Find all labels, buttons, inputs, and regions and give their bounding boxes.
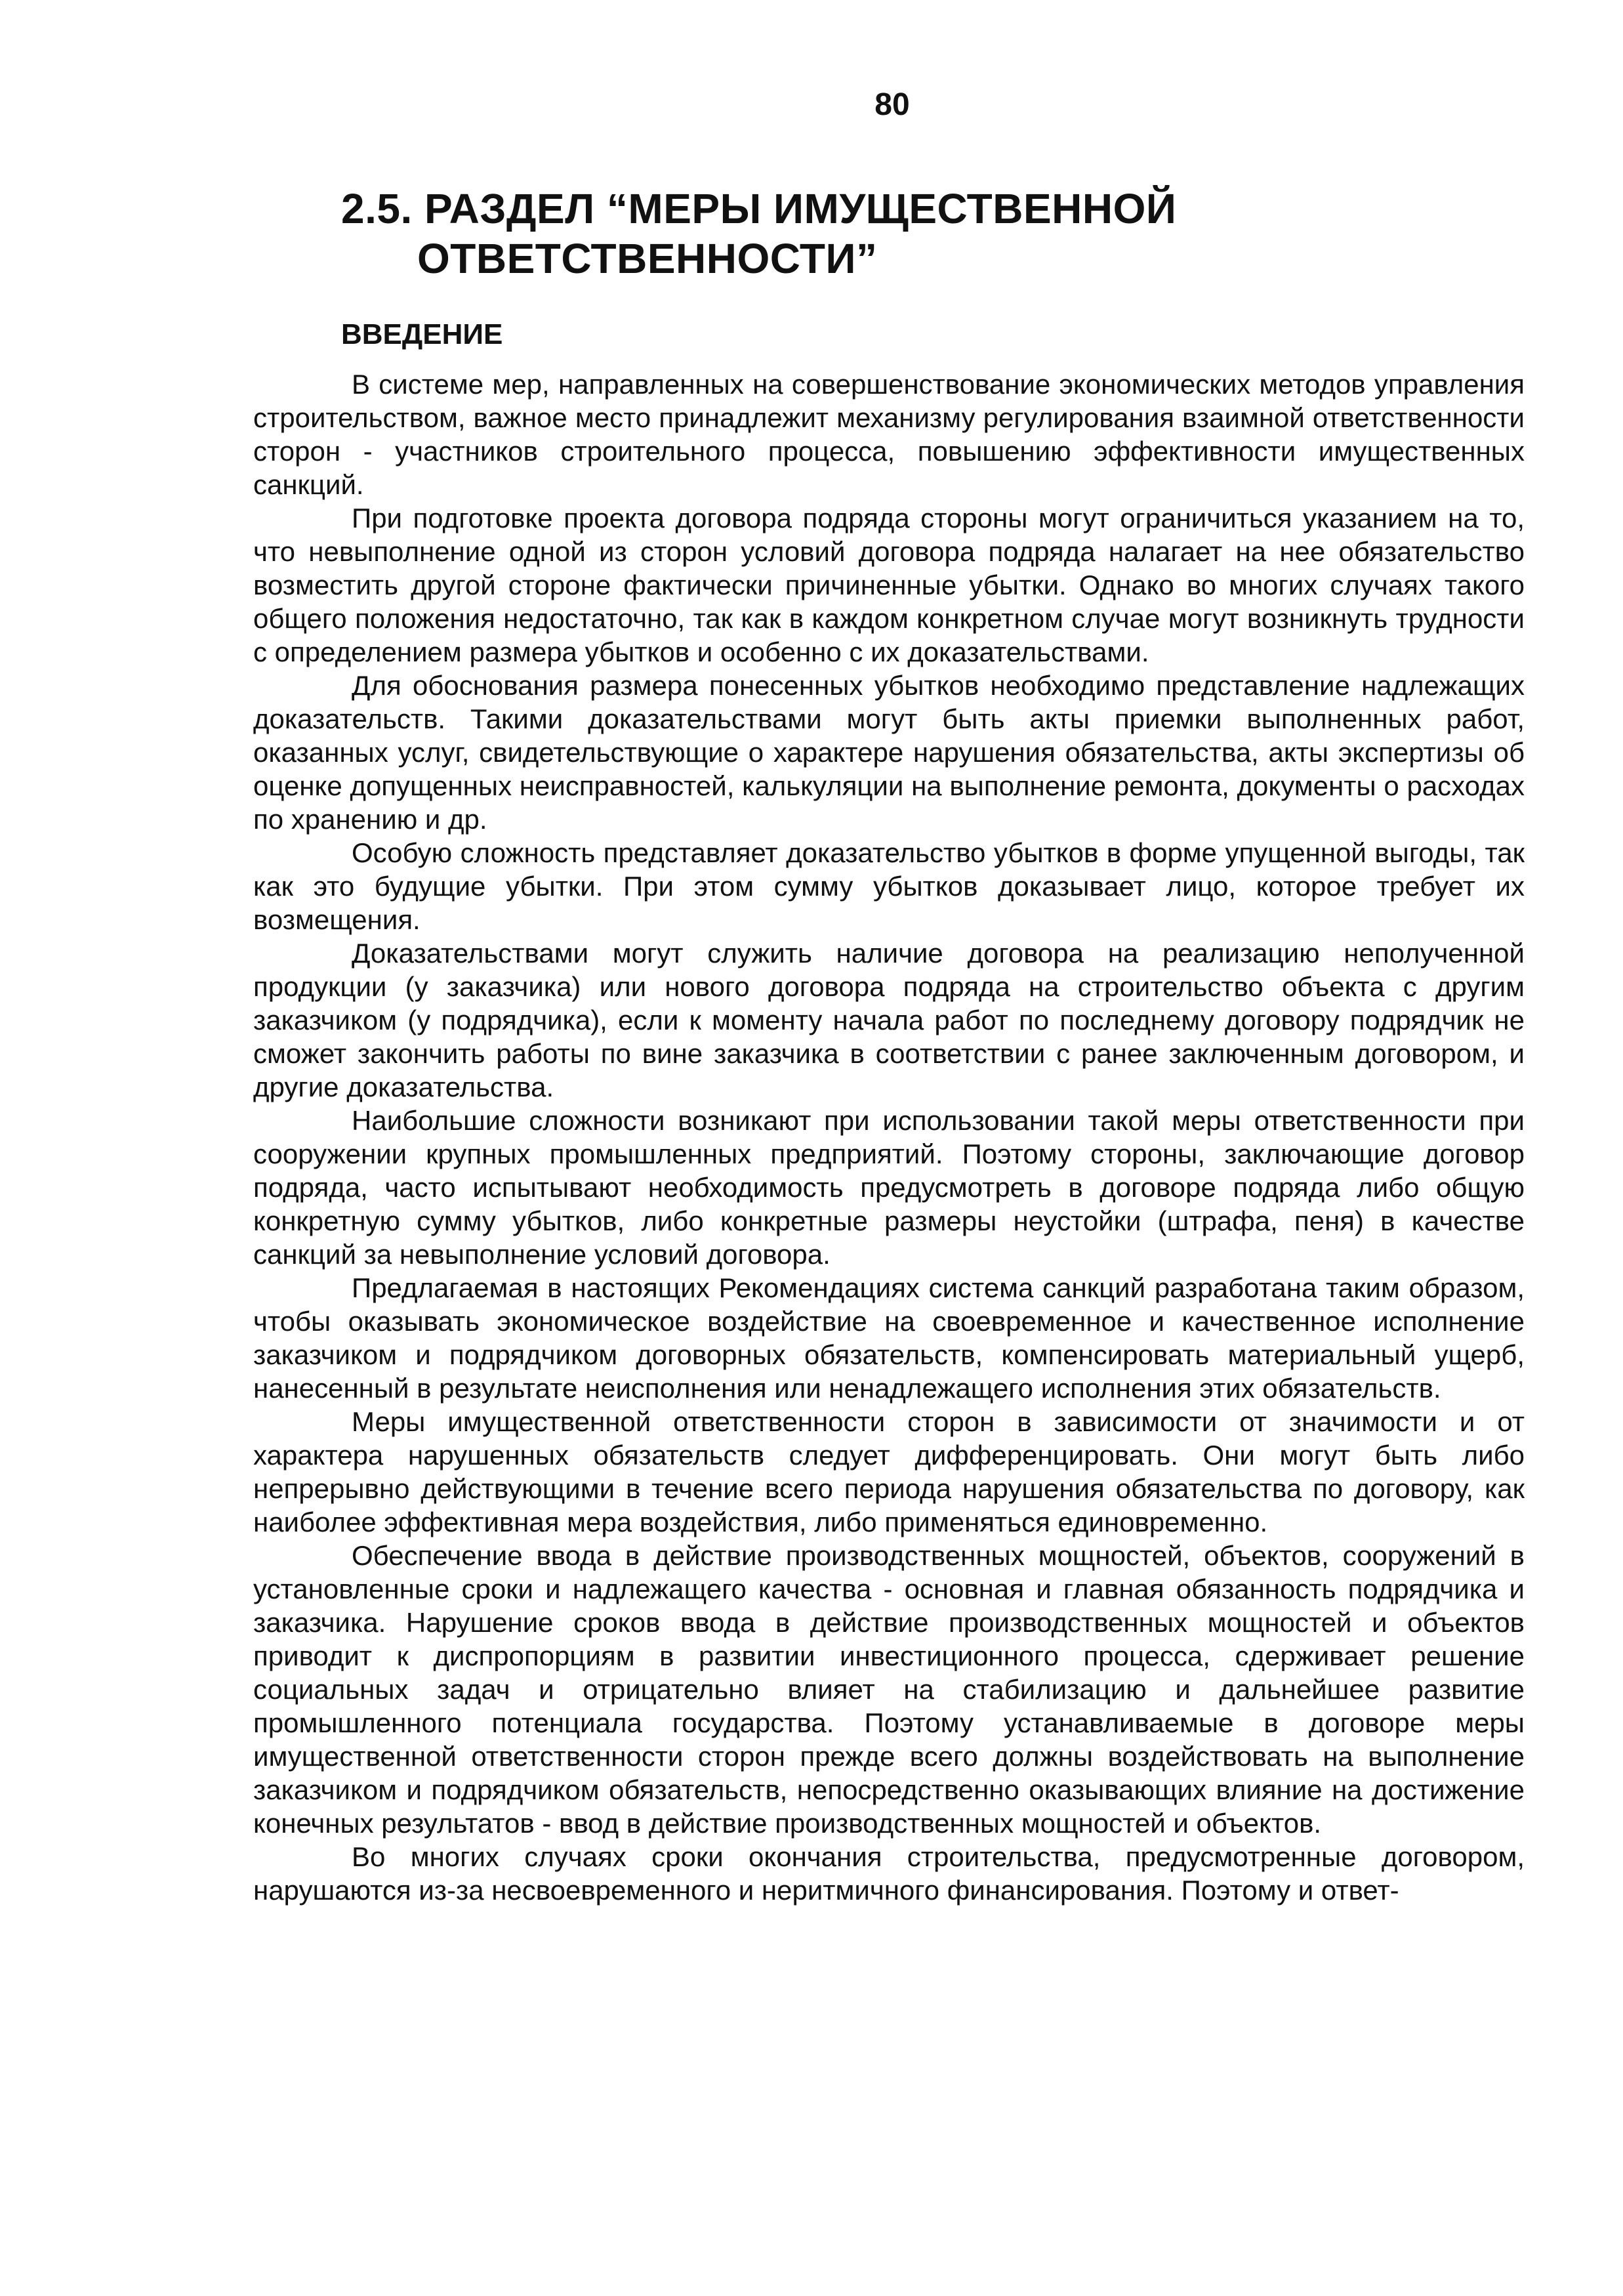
paragraph: Особую сложность представляет доказательство убытков в форме упущенной выгоды, так как это будущие убытки. При этом сумму убытков доказывает лицо, которое требует их возмещения. <box>253 837 1525 935</box>
paragraph: При подготовке проекта договора подряда стороны могут ограничиться указанием на то, что невыполнение одной из сторон условий договора подряда налагает на нее обязательство возместить другой стороне фактически причиненные убытки. Однако во многих случаях такого общего положения недостаточно, так как в каждом конкретном случае могут возникнуть трудности с определением размера убытков и особенно с их доказательствами. <box>253 503 1525 667</box>
paragraph: Предлагаемая в настоящих Рекомендациях система санкций разработана таким образом, чтобы оказывать экономическое воздействие на своевременное и качественное исполнение заказчиком и подрядчиком договорных обязательств, компенсировать материальный ущерб, нанесенный в результате неисполнения или ненадлежащего исполнения этих обязательств. <box>253 1272 1525 1404</box>
page-number: 80 <box>874 87 910 122</box>
paragraph: Для обоснования размера понесенных убытков необходимо представление надлежащих доказательств. Такими доказательствами могут быть акты приемки выполненных работ, оказанных услуг, свидетельствующие о характере нарушения обязательства, акты экспертизы об оценке допущенных неисправностей, калькуляции на выполнение ремонта, документы о расходах по хранению и др. <box>253 670 1525 835</box>
paragraph: Меры имущественной ответственности сторон в зависимости от значимости и от характера нарушенных обязательств следует дифференцировать. Они могут быть либо непрерывно действующими в течение всего периода нарушения обязательства по договору, как наиболее эффективная мера воздействия, либо применяться единовременно. <box>253 1406 1525 1537</box>
paragraph: Во многих случаях сроки окончания строительства, предусмотренные договором, нарушаются из-за несвоевременного и неритмичного финансирования. Поэтому и ответ- <box>253 1841 1525 1906</box>
section-title-line-1: 2.5. РАЗДЕЛ “МЕРЫ ИМУЩЕСТВЕННОЙ <box>341 185 1177 232</box>
paragraph: Наибольшие сложности возникают при использовании такой меры ответственности при сооружении крупных промышленных предприятий. Поэтому стороны, заключающие договор подряда, часто испытывают необходимость предусмотреть в договоре подряда либо общую конкретную сумму убытков, либо конкретные размеры неустойки (штрафа, пеня) в качестве санкций за невыполнение условий договора. <box>253 1105 1525 1270</box>
paragraph: В системе мер, направленных на совершенствование экономических методов управления строительством, важное место принадлежит механизму регулирования взаимной ответственности сторон - участников строительного процесса, повышению эффективности имущественных санкций. <box>253 369 1525 500</box>
paragraph: Доказательствами могут служить наличие договора на реализацию неполученной продукции (у заказчика) или нового договора подряда на строительство объекта с другим заказчиком (у подрядчика), если к моменту начала работ по последнему договору подрядчик не сможет закончить работы по вине заказчика в соответствии с ранее заключенным договором, и другие доказательства. <box>253 938 1525 1102</box>
paragraph: Обеспечение ввода в действие производственных мощностей, объектов, сооружений в установленные сроки и надлежащего качества - основная и главная обязанность подрядчика и заказчика. Нарушение сроков ввода в действие производственных мощностей и объектов приводит к диспропорциям в развитии инвестиционного процесса, сдерживает решение социальных задач и отрицательно влияет на стабилизацию и дальнейшее развитие промышленного потенциала государства. Поэтому устанавливаемые в договоре меры имущественной ответственности сторон прежде всего должны воздействовать на выполнение заказчиком и подрядчиком обязательств, непосредственно оказывающих влияние на достижение конечных результатов - ввод в действие производственных мощностей и объектов. <box>253 1540 1525 1839</box>
section-title <box>341 184 1391 283</box>
body-text <box>253 367 1525 1907</box>
section-title-line-2: ОТВЕТСТВЕННОСТИ” <box>417 235 878 282</box>
intro-heading: ВВЕДЕНИЕ <box>341 318 503 350</box>
